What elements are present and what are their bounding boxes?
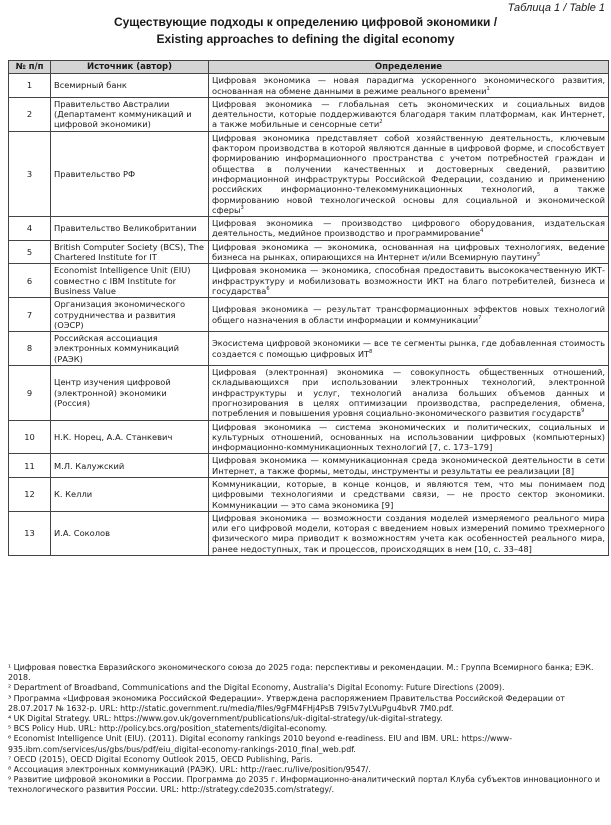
footnotes: [8, 663, 608, 796]
footnote-ref: 1: [486, 85, 490, 92]
row-number: 12: [9, 477, 51, 511]
table-row: [9, 420, 609, 454]
row-source: Всемирный банк: [51, 74, 209, 98]
row-number: 2: [9, 97, 51, 131]
footnote-ref: 7: [478, 314, 482, 321]
definition-text: Цифровая экономика — система экономических и политических, социальных и культурных отношений, основанных на использовании цифровых (компьютерных) информационно-коммуникационных технологий [7, с. 173–179]: [212, 421, 605, 453]
table-row: [9, 97, 609, 131]
table-row: [9, 454, 609, 478]
table-row: [9, 298, 609, 332]
table-row: [9, 332, 609, 366]
definition-text: Коммуникации, которые, в конце концов, и являются тем, что мы понимаем под цифровыми технологиями и средствами связи, — не просто сектор экономики. Коммуникации — это сама экономика [9]: [212, 478, 605, 510]
footnote: ² Department of Broadband, Communications and the Digital Economy, Australia's Digital Economy: Future Directions (2009).: [8, 683, 505, 693]
row-definition: [209, 298, 609, 332]
row-definition: [209, 477, 609, 511]
definition-text: Цифровая (электронная) экономика — совокупность общественных отношений, складывающихся при использовании электронных технологий, электронной инфраструктуры и услуг, технологий анализа больших объемов данных и прогнозирования в целях оптимизации производства, распределения, обмена, потребления и повышения уровня социально-экономического развития государств: [212, 367, 605, 419]
row-source: Правительство РФ: [51, 131, 209, 216]
row-definition: [209, 97, 609, 131]
definition-text: Цифровая экономика — глобальная сеть экономических и социальных видов деятельности, которые поддерживаются благодаря таким платформам, как Интернет, а также мобильные и сенсорные сети: [212, 98, 605, 130]
row-source: Правительство Великобритании: [51, 217, 209, 241]
row-definition: [209, 366, 609, 420]
row-definition: [209, 511, 609, 555]
row-definition: [209, 240, 609, 264]
row-definition: [209, 74, 609, 98]
footnote-ref: 2: [379, 119, 383, 126]
row-number: 13: [9, 511, 51, 555]
header-num: № п/п: [9, 61, 51, 74]
row-number: 9: [9, 366, 51, 420]
row-source: Центр изучения цифровой (электронной) экономики (Россия): [51, 366, 209, 420]
row-source: Российская ассоциация электронных коммуникаций (РАЭК): [51, 332, 209, 366]
table-title: [0, 14, 611, 48]
footnote-ref: 9: [581, 408, 585, 415]
definitions-table: [8, 60, 609, 556]
footnote: ⁷ OECD (2015), OECD Digital Economy Outlook 2015, OECD Publishing, Paris.: [8, 754, 313, 764]
table-row: [9, 131, 609, 216]
row-number: 8: [9, 332, 51, 366]
footnote: ³ Программа «Цифровая экономика Российской Федерации». Утверждена распоряжением Правительства Российской Федерации от 28.07.2017 № 1632-р. URL: http://static.government.ru/media/files/9gFM4FHj4PsB 79I5v7yLVuPgu4bvR 7M0.pdf.: [8, 693, 565, 713]
row-number: 1: [9, 74, 51, 98]
footnote-ref: 3: [240, 205, 244, 212]
row-number: 11: [9, 454, 51, 478]
table-row: [9, 477, 609, 511]
definition-text: Цифровая экономика — экономика, способная предоставить высококачественную ИКТ-инфраструктуру и мобилизовать возможности ИКТ на благо потребителей, бизнеса и государства: [212, 265, 605, 296]
row-source: И.А. Соколов: [51, 511, 209, 555]
row-source: Economist Intelligence Unit (EIU) совместно с IBM Institute for Business Value: [51, 264, 209, 298]
row-number: 6: [9, 264, 51, 298]
row-source: British Computer Society (BCS), The Chartered Institute for IT: [51, 240, 209, 264]
footnote: ⁶ Economist Intelligence Unit (EIU). (2011). Digital economy rankings 2010 beyond e-readiness. EIU and IBM. URL: https://www-935.ibm.com/services/us/gbs/bus/pdf/eiu_digital-economy-rankings-2010_final_web.pdf.: [8, 734, 513, 754]
table-row: [9, 511, 609, 555]
row-number: 4: [9, 217, 51, 241]
title-english: Existing approaches to defining the digital economy: [156, 32, 455, 46]
row-definition: [209, 420, 609, 454]
table-row: [9, 240, 609, 264]
row-source: М.Л. Калужский: [51, 454, 209, 478]
row-source: К. Келли: [51, 477, 209, 511]
definition-text: Цифровая экономика — новая парадигма ускоренного экономического развития, основанная на обмене данными в режиме реального времени: [212, 75, 605, 96]
table-row: [9, 74, 609, 98]
footnote: ⁴ UK Digital Strategy. URL: https://www.gov.uk/government/publications/uk-digital-strategy/uk-digital-strategy.: [8, 714, 443, 724]
footnote-ref: 5: [537, 252, 541, 259]
definition-text: Экосистема цифровой экономики — все те сегменты рынка, где добавленная стоимость создается с помощью цифровых ИТ: [212, 338, 605, 359]
table-row: [9, 264, 609, 298]
footnote-ref: 4: [480, 228, 484, 235]
definition-text: Цифровая экономика — экономика, основанная на цифровых технологиях, ведение бизнеса на рынках, опирающихся на Интернет и/или Всемирную паутину: [212, 241, 605, 263]
table-row: [9, 217, 609, 241]
footnote-ref: 6: [266, 286, 270, 293]
row-number: 5: [9, 240, 51, 264]
row-number: 3: [9, 131, 51, 216]
table-row: [9, 366, 609, 420]
row-source: Организация экономического сотрудничества и развития (ОЭСР): [51, 298, 209, 332]
header-definition: Определение: [209, 61, 609, 74]
definition-text: Цифровая экономика — возможности создания моделей измеряемого реального мира или его цифровой модели, которая с введением новых измерений помимо трехмерного физического мира приводит к возможностям учета как особенностей реального мира, ранее недоступных, так и процессов, происходящих в нем [10, с. 33–48]: [212, 512, 605, 554]
footnote: ⁵ BCS Policy Hub. URL: http://policy.bcs.org/position_statements/digital-economy.: [8, 724, 327, 734]
footnote-ref: 8: [369, 348, 373, 355]
row-definition: [209, 332, 609, 366]
row-source: Н.К. Норец, А.А. Станкевич: [51, 420, 209, 454]
row-definition: [209, 217, 609, 241]
row-source: Правительство Австралии (Департамент коммуникаций и цифровой экономики): [51, 97, 209, 131]
table-body: [9, 74, 609, 556]
footnote: ¹ Цифровая повестка Евразийского экономического союза до 2025 года: перспективы и рекомендации. М.: Группа Всемирного банка; ЕЭК. 2018.: [8, 663, 594, 683]
row-definition: [209, 264, 609, 298]
row-definition: [209, 131, 609, 216]
definition-text: Цифровая экономика — коммуникационная среда экономической деятельности в сети Интернет, а также формы, методы, инструменты и результаты ее реализации [8]: [212, 455, 605, 476]
definition-text: Цифровая экономика — производство цифрового оборудования, издательская деятельность, медийное производство и программирование: [212, 218, 605, 239]
footnote: ⁹ Развитие цифровой экономики в России. Программа до 2035 г. Информационно-аналитический портал Клуба субъектов инновационного и технологического развития России. URL: http://strategy.cde2035.com/strategy/.: [8, 775, 601, 795]
definition-text: Цифровая экономика представляет собой хозяйственную деятельность, ключевым фактором производства в которой являются данные в цифровой форме, и способствует формированию информационного пространства с учетом потребностей граждан и общества в получении качественных и достоверных сведений, развитию информационной инфраструктуры Российской Федерации, созданию и применению российских информационно-телекоммуникационных технологий, а также формированию новой технологической основы для социальной и экономической сферы: [212, 132, 605, 215]
row-definition: [209, 454, 609, 478]
table-label: Таблица 1 / Table 1: [507, 2, 605, 14]
row-number: 7: [9, 298, 51, 332]
definition-text: Цифровая экономика — результат трансформационных эффектов новых технологий общего назначения в области информации и коммуникации: [212, 304, 605, 325]
header-source: Источник (автор): [51, 61, 209, 74]
table-header-row: [9, 61, 609, 74]
title-russian: Существующие подходы к определению цифровой экономики /: [113, 15, 498, 29]
footnote: ⁸ Ассоциация электронных коммуникаций (РАЭК). URL: http://raec.ru/live/position/9547/.: [8, 765, 371, 775]
row-number: 10: [9, 420, 51, 454]
